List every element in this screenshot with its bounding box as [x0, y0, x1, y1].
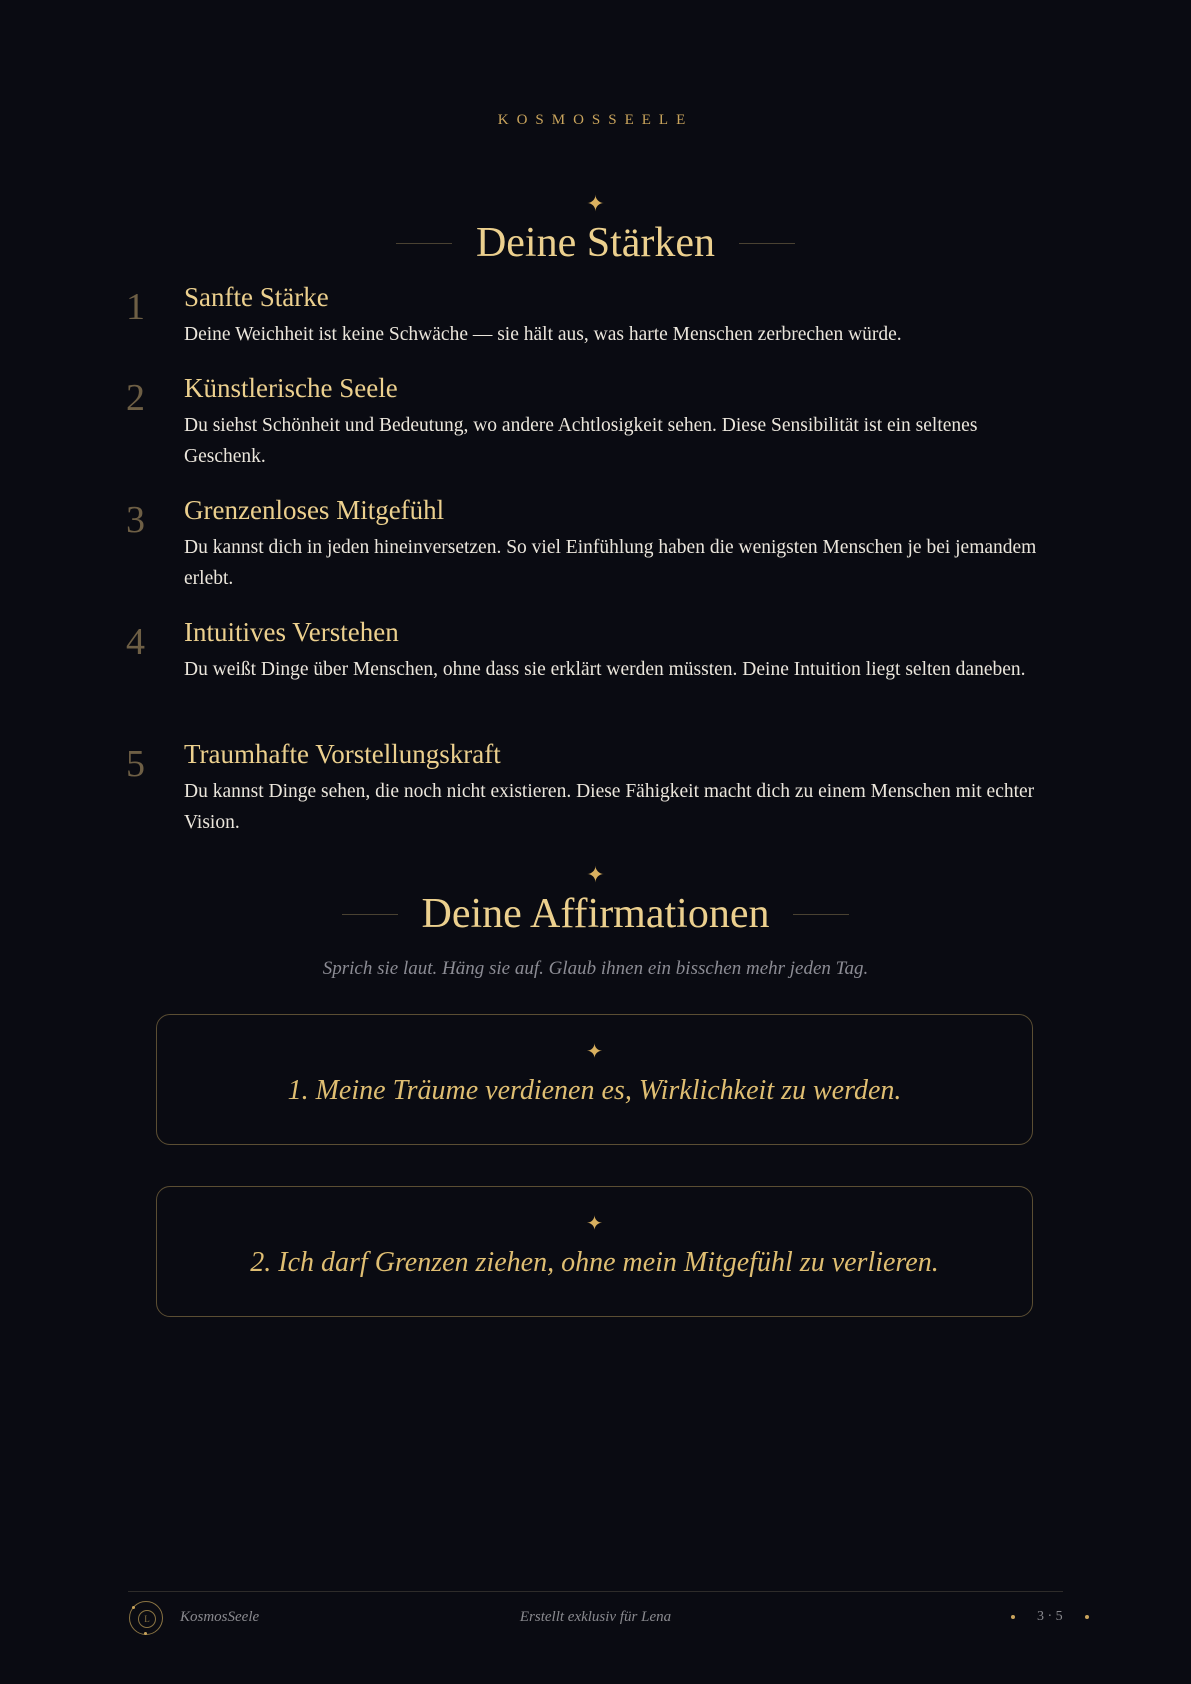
- strength-number: 3: [126, 499, 145, 541]
- strength-title: Intuitives Verstehen: [184, 617, 399, 647]
- strength-title: Grenzenloses Mitgefühl: [184, 495, 445, 525]
- sparkle-icon: ✦: [586, 1041, 603, 1063]
- affirmation-card: [156, 1014, 1033, 1145]
- strength-text: Du kannst Dinge sehen, die noch nicht existieren. Diese Fähigkeit macht dich zu einem Menschen mit echter Vision.: [184, 781, 1035, 833]
- footer-dedication: Erstellt exklusiv für Lena: [519, 1609, 672, 1625]
- strength-text: Du kannst dich in jeden hineinversetzen. So viel Einfühlung haben die wenigsten Menschen je bei jemandem erlebt.: [184, 537, 1037, 589]
- footer-dot: [1085, 1615, 1089, 1619]
- affirmation-text: 2. Ich darf Grenzen ziehen, ohne mein Mitgefühl zu verlieren.: [250, 1247, 939, 1278]
- strength-item: [126, 738, 1046, 838]
- affirmation-text: 1. Meine Träume verdienen es, Wirklichkeit zu werden.: [287, 1075, 902, 1106]
- sparkle-icon: ✦: [586, 191, 605, 216]
- strength-text: Du weißt Dinge über Menschen, ohne dass sie erklärt werden müssten. Deine Intuition liegt selten daneben.: [184, 659, 1026, 680]
- seal-dot: [144, 1632, 147, 1635]
- strength-title: Sanfte Stärke: [184, 282, 329, 312]
- section-title: Deine Stärken: [475, 220, 716, 266]
- strengths-heading: [0, 193, 1191, 269]
- sparkle-icon: ✦: [586, 862, 605, 887]
- page-number: 3 · 5: [1037, 1609, 1063, 1624]
- strength-number: 2: [126, 377, 145, 419]
- strength-item: [126, 281, 1046, 350]
- strength-title: Traumhafte Vorstellungskraft: [184, 739, 501, 769]
- sparkle-icon: ✦: [586, 1213, 603, 1235]
- strength-title: Künstlerische Seele: [184, 373, 398, 403]
- divider: [396, 243, 452, 244]
- affirmations-heading: [0, 864, 1191, 940]
- footer-brand: KosmosSeele: [180, 1609, 260, 1625]
- section-title: Deine Affirmationen: [421, 891, 770, 937]
- seal-letter: L: [138, 1610, 156, 1628]
- divider: [793, 914, 849, 915]
- strength-item: [126, 616, 1046, 685]
- strength-text: Deine Weichheit ist keine Schwäche — sie hält aus, was harte Menschen zerbrechen würde.: [184, 324, 902, 345]
- strength-number: 1: [126, 286, 145, 328]
- footer-divider: [128, 1591, 1063, 1592]
- strength-number: 5: [126, 743, 145, 785]
- brand-header: KOSMOSSEELE: [497, 112, 694, 128]
- strength-item: [126, 372, 1046, 472]
- affirmation-card: [156, 1186, 1033, 1317]
- strength-text: Du siehst Schönheit und Bedeutung, wo andere Achtlosigkeit sehen. Diese Sensibilität ist ein seltenes Geschenk.: [184, 415, 978, 467]
- divider: [342, 914, 398, 915]
- divider: [739, 243, 795, 244]
- strength-item: [126, 494, 1046, 594]
- strength-number: 4: [126, 621, 145, 663]
- affirmations-subtitle: Sprich sie laut. Häng sie auf. Glaub ihnen ein bisschen mehr jeden Tag.: [322, 958, 869, 979]
- footer-dot: [1011, 1615, 1015, 1619]
